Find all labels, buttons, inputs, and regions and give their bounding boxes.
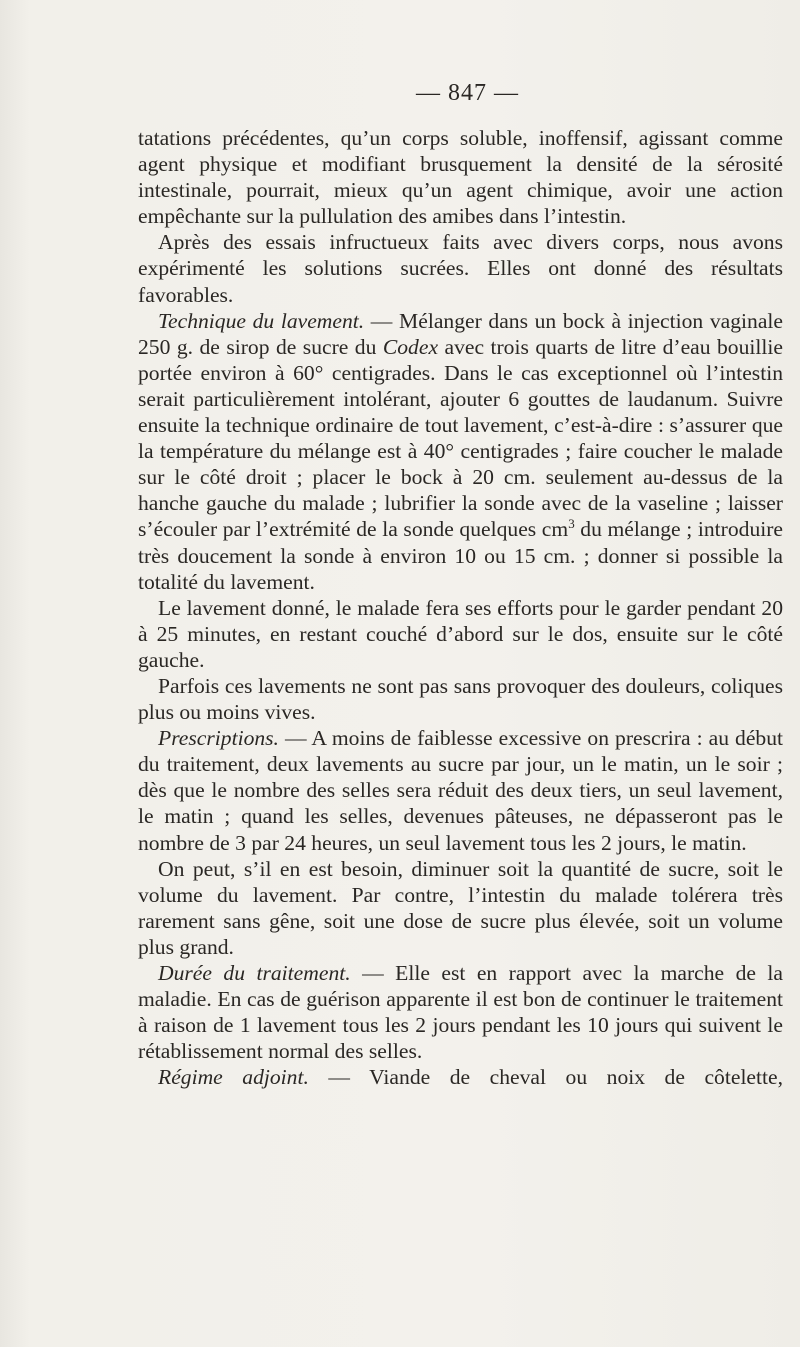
paragraph-prescriptions <box>138 725 783 855</box>
paragraph-text: — A moins de faiblesse excessive on prescrira : au début du traitement, deux lavements au sucre par jour, un le matin, un le soir ; dès que le nombre des selles sera réduit des deux tiers, un seul lavement, le matin ; quand les selles, devenues pâteuses, ne dépasseront pas le nombre de 3 par 24 heures, un seul lavement tous les 2 jours, le matin. <box>138 726 783 855</box>
paragraph-essais <box>138 229 783 307</box>
paragraph-text: avec trois quarts de litre d’eau bouillie portée environ à 60° centigrades. Dans le cas exceptionnel où l’intestin serait particulièrement intolérant, ajouter 6 gouttes de laudanum. Suivre ensuite la technique ordinaire de tout lavement, c’est-à-dire : s’assurer que la température du mélange est à 40° centigrades ; faire coucher le malade sur le côté droit ; placer le bock à 20 cm. seulement au-dessus de la hanche gauche du malade ; lubrifier la sonde avec de la vaseline ; laisser s’écouler par l’extrémité de la sonde quelques cm <box>138 334 783 542</box>
paragraph-text: Le lavement donné, le malade fera ses efforts pour le garder pendant 20 à 25 minutes, en restant couché d’abord sur le dos, ensuite sur le côté gauche. <box>138 595 783 672</box>
body-text <box>138 125 783 1090</box>
paragraph-continuation <box>138 125 783 229</box>
paragraph-douleurs <box>138 673 783 725</box>
paragraph-technique <box>138 308 783 595</box>
section-heading-regime: Régime adjoint. <box>158 1065 309 1090</box>
paragraph-regime <box>138 1064 783 1090</box>
paragraph-quantite <box>138 856 783 960</box>
page-number: — 847 — <box>416 80 519 106</box>
paragraph-text: tatations précédentes, qu’un corps soluble, inoffensif, agissant comme agent physique et modifiant brusquement la densité de la sérosité intestinale, pourrait, mieux qu’un agent chimique, avoir une action empêchante sur la pullulation des amibes dans l’intestin. <box>138 126 783 229</box>
paragraph-text: Parfois ces lavements ne sont pas sans provoquer des douleurs, coliques plus ou moins vives. <box>138 673 783 725</box>
paragraph-text: Après des essais infructueux faits avec divers corps, nous avons expérimenté les solutions sucrées. Elles ont donné des résultats favorables. <box>138 230 783 307</box>
paragraph-text: du mélange ; introduire très doucement la sonde à environ 10 ou 15 cm. ; donner si possible la totalité du lavement. <box>138 517 784 594</box>
section-heading-duree: Durée du traitement. <box>158 961 351 985</box>
codex-reference: Codex <box>382 334 439 359</box>
paragraph-text: — Viande de cheval ou noix de côtelette, <box>308 1065 784 1090</box>
superscript: 3 <box>568 516 575 532</box>
paragraph-text: On peut, s’il en est besoin, diminuer soit la quantité de sucre, soit le volume du lavement. Par contre, l’intestin du malade tolérera très rarement sans gêne, soit une dose de sucre plus élevée, soit un volume plus grand. <box>138 856 783 959</box>
section-heading-prescriptions: Prescriptions. <box>158 726 279 751</box>
section-heading-technique: Technique du lavement. <box>158 308 365 333</box>
paragraph-lavement-donne <box>138 595 783 673</box>
paragraph-duree <box>138 960 783 1064</box>
paragraph-text: — Mélanger dans un bock à injection vaginale 250 g. de sirop de sucre du <box>138 308 783 359</box>
paragraph-text: — Elle est en rapport avec la marche de la maladie. En cas de guérison apparente il est bon de continuer le traitement à raison de 1 lavement tous les 2 jours pendant les 10 jours qui suivent le rétablissement normal des selles. <box>138 961 783 1064</box>
